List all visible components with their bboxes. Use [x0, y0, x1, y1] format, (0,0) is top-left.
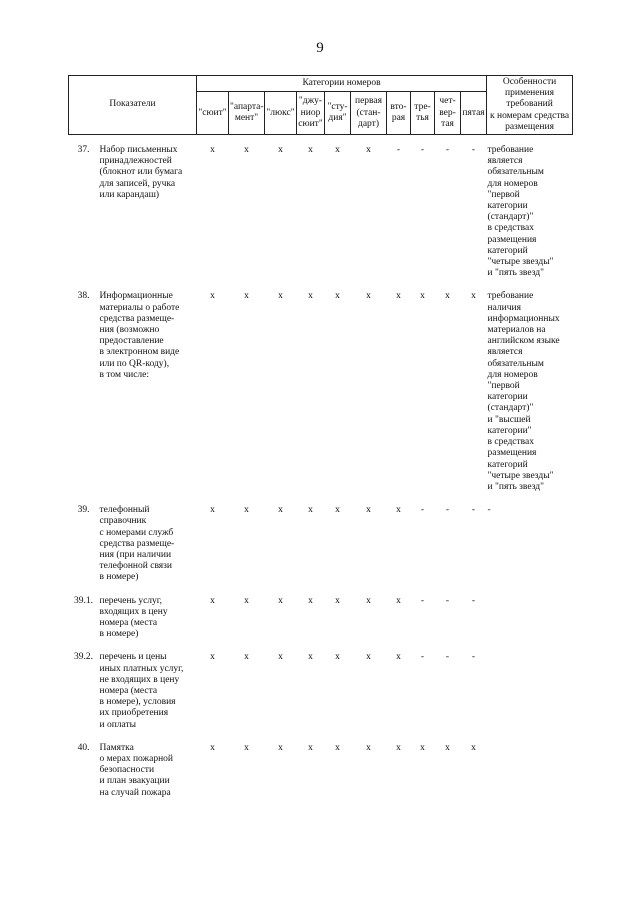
category-header-line: вто- — [390, 102, 407, 113]
criterion-line: и оплаты — [99, 719, 137, 730]
application-note-line: является — [487, 347, 523, 358]
category-mark: x — [396, 742, 401, 753]
criterion-line: для записей, ручка — [99, 178, 176, 189]
category-mark: - — [445, 652, 450, 663]
category-header-line: сюит" — [298, 118, 323, 129]
page-number: 9 — [316, 40, 324, 56]
application-note-line: обязательным — [487, 167, 544, 178]
table-row — [69, 505, 573, 595]
category-mark: x — [210, 505, 215, 516]
note-header-line: к номерам средства — [490, 110, 570, 121]
criterion-line: телефонный — [99, 505, 150, 516]
category-mark: x — [366, 145, 371, 156]
category-header-line: вер- — [439, 107, 456, 118]
criterion-line: средства размеще- — [99, 538, 175, 549]
criterion-line: в номере), условия — [99, 697, 176, 708]
application-note — [487, 596, 573, 653]
category-mark: x — [308, 652, 313, 663]
category-header-line: "апарта- — [230, 102, 264, 113]
criterion-line: телефонной связи — [99, 561, 173, 572]
category-mark: x — [308, 291, 313, 302]
category-header — [435, 92, 461, 135]
category-mark: x — [335, 652, 340, 663]
category-header-line: "джу- — [298, 96, 323, 107]
criterion-line: или карандаш) — [99, 189, 160, 200]
criterion-line: и план эвакуации — [99, 776, 170, 787]
criterion-line: в электронном виде — [99, 347, 180, 358]
table-row — [69, 652, 573, 742]
application-note-line: наличия — [487, 302, 521, 313]
criterion-line: номера (места — [99, 617, 158, 628]
application-note-line: размещения — [487, 234, 537, 245]
application-note-line: требование — [487, 291, 534, 302]
application-note-line: обязательным — [487, 358, 544, 369]
criterion-line: в номере) — [99, 629, 139, 640]
category-mark: x — [420, 291, 425, 302]
category-mark: - — [420, 505, 425, 516]
application-note-line: и "высшей — [487, 414, 531, 425]
category-header-line: мент" — [234, 113, 259, 124]
application-note-line: в средствах — [487, 223, 534, 234]
category-mark: x — [278, 505, 283, 516]
category-mark: x — [278, 742, 283, 753]
category-header-line: пятая — [462, 107, 485, 118]
application-note — [487, 291, 573, 505]
category-header-line: (стан- — [356, 107, 381, 118]
criterion-text — [99, 652, 197, 742]
category-header-line: ниор — [300, 107, 321, 118]
note-header — [487, 76, 573, 135]
category-mark: x — [210, 742, 215, 753]
category-mark: - — [471, 145, 476, 156]
application-note-line: и "пять звезд" — [487, 481, 544, 492]
criterion-line: номера (места — [99, 685, 158, 696]
table-row — [69, 145, 573, 291]
category-mark: x — [396, 505, 401, 516]
criterion-line: материалы о работе — [99, 302, 180, 313]
application-note-line: (стандарт)" — [487, 212, 534, 223]
category-header-line: дия" — [328, 113, 347, 124]
criterion-line: входящих в цену — [99, 606, 168, 617]
criterion-line: предоставление — [99, 336, 164, 347]
application-note-line: требование — [487, 145, 534, 156]
category-mark: x — [396, 652, 401, 663]
category-mark: x — [210, 145, 215, 156]
category-header — [197, 92, 229, 135]
criterion-text — [99, 505, 197, 595]
row-number: 39. — [77, 505, 90, 516]
category-mark: x — [335, 145, 340, 156]
criterion-line: их приобретения — [99, 708, 169, 719]
category-mark: x — [471, 742, 476, 753]
criterion-line: безопасности — [99, 765, 155, 776]
note-header-line: размещения — [505, 121, 554, 132]
category-mark: x — [210, 595, 215, 606]
category-mark: - — [471, 595, 476, 606]
category-header-line: "сту- — [327, 102, 348, 113]
criterion-line: Памятка — [99, 742, 134, 753]
note-header-line: Особенности — [502, 77, 557, 87]
row-number: 39.2. — [74, 652, 93, 663]
application-note — [487, 145, 573, 291]
category-header-line: тья — [416, 113, 429, 124]
category-mark: x — [420, 742, 425, 753]
category-mark: x — [366, 291, 371, 302]
category-mark: x — [244, 595, 249, 606]
category-mark: x — [278, 145, 283, 156]
category-mark: x — [308, 595, 313, 606]
category-mark: - — [420, 145, 425, 156]
application-note-line: для номеров — [487, 369, 538, 380]
application-note-line: информационных — [487, 313, 560, 324]
category-mark: x — [471, 291, 476, 302]
criterion-line: средства размеще- — [99, 313, 175, 324]
category-mark: x — [335, 505, 340, 516]
category-mark: x — [308, 505, 313, 516]
category-header — [297, 92, 325, 135]
category-header-line: тая — [441, 118, 454, 129]
application-note-line: в средствах — [487, 437, 534, 448]
category-mark: - — [445, 505, 450, 516]
category-mark: x — [366, 742, 371, 753]
category-header — [461, 92, 487, 135]
category-header-line: дарт) — [358, 118, 379, 129]
criterion-text — [99, 145, 197, 291]
note-header-line: применения — [505, 88, 555, 99]
application-note-line: категории" — [487, 425, 532, 436]
category-header-line: "люкс" — [266, 107, 295, 118]
category-header-line: рая — [391, 113, 406, 124]
application-note-line: "первой — [487, 381, 520, 392]
category-mark: - — [396, 145, 401, 156]
application-note-line: категорий — [487, 245, 528, 256]
category-mark: x — [244, 742, 249, 753]
category-mark: x — [244, 145, 249, 156]
table-row — [69, 596, 573, 653]
row-number: 39.1. — [74, 595, 93, 606]
category-mark: x — [445, 742, 450, 753]
category-mark: - — [445, 595, 450, 606]
application-note-line: для номеров — [487, 178, 538, 189]
category-header-line: тре- — [414, 102, 431, 113]
category-mark: x — [396, 595, 401, 606]
category-mark: x — [396, 291, 401, 302]
category-mark: x — [366, 505, 371, 516]
criterion-line: перечень и цены — [99, 652, 167, 663]
application-note-line: категории — [487, 392, 528, 403]
category-mark: x — [244, 652, 249, 663]
category-mark: x — [278, 652, 283, 663]
category-header — [229, 92, 265, 135]
criterion-line: Информационные — [99, 291, 173, 302]
category-header-line: "сюит" — [198, 107, 227, 118]
row-number: 40. — [77, 742, 90, 753]
table-row — [69, 743, 573, 811]
category-mark: - — [445, 145, 450, 156]
application-note — [487, 505, 573, 595]
criterion-line: перечень услуг, — [99, 595, 162, 606]
criterion-line: не входящих в цену — [99, 674, 180, 685]
criterion-line: или по QR-коду), — [99, 358, 170, 369]
criterion-line: о мерах пожарной — [99, 753, 173, 764]
category-mark: x — [366, 652, 371, 663]
application-note-line: "четыре звезды" — [487, 470, 554, 481]
category-mark: x — [244, 291, 249, 302]
criterion-line: справочник — [99, 516, 147, 527]
category-mark: x — [366, 595, 371, 606]
application-note-line: является — [487, 156, 523, 167]
application-note-line: "четыре звезды" — [487, 257, 554, 268]
application-note-line: (стандарт)" — [487, 403, 534, 414]
application-note-line: и "пять звезд" — [487, 268, 544, 279]
category-mark: - — [471, 652, 476, 663]
category-mark: x — [335, 595, 340, 606]
application-note-line: материалов на — [487, 325, 546, 336]
criterion-line: в номере) — [99, 572, 139, 583]
table-row — [69, 291, 573, 505]
category-mark: x — [445, 291, 450, 302]
category-mark: x — [278, 595, 283, 606]
category-mark: - — [420, 652, 425, 663]
application-note — [487, 743, 573, 811]
category-header — [351, 92, 387, 135]
category-header — [265, 92, 297, 135]
criterion-text — [99, 291, 197, 505]
application-note-line: категорий — [487, 459, 528, 470]
criterion-text — [99, 743, 197, 811]
criterion-line: иных платных услуг, — [99, 663, 184, 674]
category-mark: - — [471, 505, 476, 516]
criterion-line: Набор письменных — [99, 145, 178, 156]
application-note — [487, 652, 573, 742]
category-header-line: чет- — [439, 96, 456, 107]
category-header — [387, 92, 411, 135]
note-header-line: требований — [506, 99, 553, 110]
criteria-header: Показатели — [69, 76, 197, 135]
application-note-line: "первой — [487, 189, 520, 200]
row-number: 37. — [77, 145, 90, 156]
category-mark: x — [210, 652, 215, 663]
category-mark: - — [420, 595, 425, 606]
application-note-line: размещения — [487, 448, 537, 459]
category-mark: x — [308, 742, 313, 753]
category-mark: x — [308, 145, 313, 156]
category-mark: x — [335, 291, 340, 302]
requirements-table — [68, 75, 573, 811]
criterion-line: ния (при наличии — [99, 549, 172, 560]
category-header-line: первая — [355, 96, 382, 107]
criterion-line: ния (возможно — [99, 325, 160, 336]
criterion-line: с номерами служб — [99, 527, 174, 538]
categories-group-header: Категории номеров — [197, 76, 487, 92]
category-mark: x — [278, 291, 283, 302]
application-note-line: - — [487, 505, 491, 516]
criterion-line: в том числе: — [99, 369, 150, 380]
category-header — [325, 92, 351, 135]
category-mark: x — [210, 291, 215, 302]
category-header — [411, 92, 435, 135]
table-body — [69, 135, 573, 811]
category-mark: x — [335, 742, 340, 753]
criterion-line: принадлежностей — [99, 156, 172, 167]
application-note-line: английском языке — [487, 336, 560, 347]
category-mark: x — [244, 505, 249, 516]
criterion-line: на случай пожара — [99, 787, 171, 798]
row-number: 38. — [77, 291, 90, 302]
application-note-line: категории — [487, 201, 528, 212]
criterion-line: (блокнот или бумага — [99, 167, 183, 178]
criterion-text — [99, 596, 197, 653]
